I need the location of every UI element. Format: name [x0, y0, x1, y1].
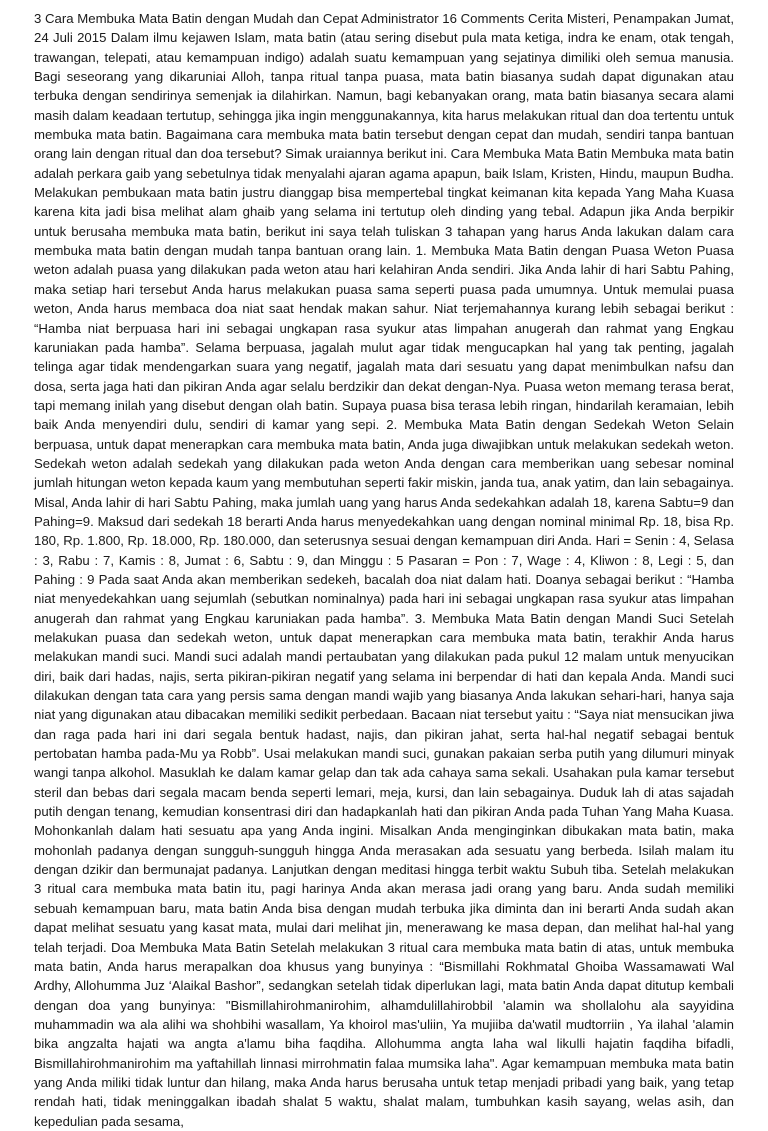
article-body-text: 3 Cara Membuka Mata Batin dengan Mudah dan Cepat Administrator 16 Comments Cerita Misteri, Penampakan Jumat, 24 Juli 2015 Dalam ilmu kejawen Islam, mata batin (atau sering disebut pula mata ketiga, indra ke enam, otak tengah, trawangan, telepati, atau kemampuan indigo) adalah suatu kemampuan yang sejatinya dimiliki oleh semua manusia. Bagi seseorang yang dikaruniai Alloh, tanpa ritual tanpa puasa, mata batin biasanya sudah dapat digunakan atau terbuka dengan sendirinya semenjak ia dilahirkan. Namun, bagi kebanyakan orang, mata batin biasanya secara alami masih dalam keadaan tertutup, sehingga jika ingin menggunakannya, kita harus melakukan ritual dan doa tertentu untuk membuka mata batin. Bagaimana cara membuka mata batin tersebut dengan cepat dan mudah, sendiri tanpa bantuan orang lain dengan ritual dan doa tersebut? Simak uraiannya berikut ini. Cara Membuka Mata Batin Membuka mata batin adalah perkara gaib yang sebetulnya tidak menyalahi ajaran agama apapun, baik Islam, Kristen, Hindu, maupun Budha. Melakukan pembukaan mata batin justru dianggap bisa mempertebal tingkat keimanan kita kepada Yang Maha Kuasa karena kita jadi bisa melihat alam ghaib yang selama ini tertutup oleh dinding yang tebal. Adapun jika Anda berpikir untuk berusaha membuka mata batin, berikut ini saya telah tuliskan 3 tahapan yang harus Anda lakukan dalam cara membuka mata batin dengan mudah tanpa bantuan orang lain. 1. Membuka Mata Batin dengan Puasa Weton Puasa weton adalah puasa yang dilakukan pada weton atau hari kelahiran Anda sendiri. Jika Anda lahir di hari Sabtu Pahing, maka setiap hari tersebut Anda harus melakukan puasa sama seperti puasa pada umumnya. Untuk memulai puasa weton, Anda harus membaca doa niat saat hendak makan sahur. Niat terjemahannya kurang lebih sebagai berikut : “Hamba niat berpuasa hari ini sebagai ungkapan rasa syukur atas limpahan anugerah dan rahmat yang Engkau karuniakan pada hamba”. Selama berpuasa, jagalah mulut agar tidak mengucapkan hal yang tak penting, jagalah telinga agar tidak mendengarkan suara yang negatif, jagalah mata dari sesuatu yang dapat menimbulkan nafsu dan dosa, serta jaga hati dan pikiran Anda agar selalu berdzikir dan dekat dengan-Nya. Puasa weton memang terasa berat, tapi memang inilah yang disebut dengan olah batin. Supaya puasa bisa terasa lebih ringan, hindarilah keramaian, lebih baik Anda menyendiri dulu, sendiri di kamar yang sepi. 2. Membuka Mata Batin dengan Sedekah Weton Selain berpuasa, untuk dapat menerapkan cara membuka mata batin, Anda juga diwajibkan untuk melakukan sedekah weton. Sedekah weton adalah sedekah yang dilakukan pada weton Anda dengan cara memberikan uang sebesar nominal jumlah hitungan weton kepada kaum yang membutuhan seperti fakir miskin, janda tua, anak yatim, dan lain sebagainya. Misal, Anda lahir di hari Sabtu Pahing, maka jumlah uang yang harus Anda sedekahkan adalah 18, karena Sabtu=9 dan Pahing=9. Maksud dari sedekah 18 berarti Anda harus menyedekahkan uang dengan nominal minimal Rp. 18, bisa Rp. 180, Rp. 1.800, Rp. 18.000, Rp. 180.000, dan seterusnya sesuai dengan kemampuan diri Anda. Hari = Senin : 4, Selasa : 3, Rabu : 7, Kamis : 8, Jumat : 6, Sabtu : 9, dan Minggu : 5 Pasaran = Pon : 7, Wage : 4, Kliwon : 8, Legi : 5, dan Pahing : 9 Pada saat Anda akan memberikan sedekeh, bacalah doa niat dalam hati. Doanya sebagai berikut : “Hamba niat menyedekahkan uang sejumlah (sebutkan nominalnya) pada hari ini sebagai ungkapan rasa syukur atas limpahan anugerah dan rahmat yang Engkau karuniakan pada hamba”. 3. Membuka Mata Batin dengan Mandi Suci Setelah melakukan puasa dan sedekah weton, untuk dapat menerapkan cara membuka mata batin, terakhir Anda harus melakukan mandi suci. Mandi suci adalah mandi pertaubatan yang dilakukan pada pukul 12 malam untuk menyucikan diri, baik dari hadas, najis, serta pikiran-pikiran negatif yang selama ini berpendar di hati dan kepala Anda. Mandi suci dilakukan dengan tata cara yang persis sama dengan mandi wajib yang biasanya Anda lakukan sehari-hari, hanya saja niat yang digunakan atau dibacakan memiliki sedikit perbedaan. Bacaan niat tersebut yaitu : “Saya niat mensucikan jiwa dan raga pada hari ini dari segala bentuk hadast, najis, dan pikiran jahat, serta hal-hal negatif sebagai bentuk pertobatan hamba pada-Mu ya Robb”. Usai melakukan mandi suci, gunakan pakaian serba putih yang dilumuri minyak wangi tanpa alkohol. Masuklah ke dalam kamar gelap dan tak ada cahaya sama sekali. Usahakan pula kamar tersebut steril dan bebas dari segala macam benda seperti lemari, meja, kursi, dan lain sebagainya. Duduk lah di atas sajadah putih dengan tenang, kemudian konsentrasi diri dan hadapkanlah hati dan pikiran Anda pada Tuhan Yang Maha Kuasa. Mohonkanlah dalam hati sesuatu apa yang Anda ingini. Misalkan Anda menginginkan dibukakan mata batin, maka mohonlah padanya dengan sungguh-sungguh hingga Anda merasakan ada sesuatu yang berbeda. Isilah malam itu dengan dzikir dan bermunajat padanya. Lanjutkan dengan meditasi hingga terbit waktu Subuh tiba. Setelah melakukan 3 ritual cara membuka mata batin itu, pagi harinya Anda akan merasa jadi orang yang baru. Anda sudah memiliki sebuah kemampuan baru, mata batin Anda bisa dengan mudah terbuka jika diminta dan ini berarti Anda sudah akan dapat melihat sesuatu yang kasat mata, mulai dari melihat jin, menerawang ke masa depan, dan melihat hal-hal yang telah terjadi. Doa Membuka Mata Batin Setelah melakukan 3 ritual cara membuka mata batin di atas, untuk membuka mata batin, Anda harus merapalkan doa khusus yang bunyinya : “Bismillahi Rokhmatal Ghoiba Wassamawati Wal Ardhy, Allohumma Juz ‘Alaikal Bashor”, sedangkan setelah tidak diperlukan lagi, mata batin Anda dapat ditutup kembali dengan doa yang bunyinya: "Bismillahirohmanirohim, alhamdulillahirobbil 'alamin wa shollalohu ala sayyidina muhammadin wa ala alihi wa shohbihi wasallam, Ya khoirol mas'uliin, Ya mujiiba da'watil mudtorriin , Ya ilahal 'alamin bika angzalta hajati wa angta a'lamu biha faqdiha. Allohumma angta laha wal likulli hajatin faqdiha bifadli, Bismillahirohmanirohim ma yaftahillah linnasi mirrohmatin falaa mumsika laha". Agar kemampuan membuka mata batin yang Anda miliki tidak luntur dan hilang, maka Anda harus berusaha untuk tetap menjadi pribadi yang baik, yang tetap rendah hati, tidak meninggalkan ibadah shalat 5 waktu, shalat malam, tumbuhkan kasih sayang, welas asih, dan kepedulian pada sesama, [34, 11, 734, 1129]
